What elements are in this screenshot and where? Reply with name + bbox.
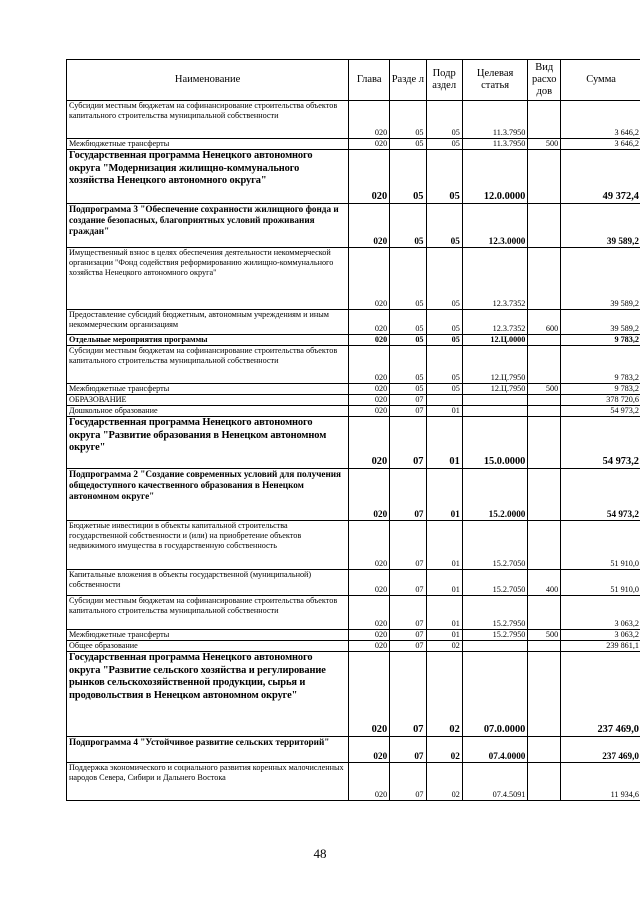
row-name-cell: Бюджетные инвестиции в объекты капитальной строительства государственной собственности и (или) на приобретение объектов недвижимого имущества в государственную собственность [67,521,349,570]
row-razdel-cell: 05 [390,384,426,395]
row-razdel-cell: 05 [390,335,426,346]
row-name-cell: Государственная программа Ненецкого автономного округа "Развитие образования в Ненецком автономном округе" [67,417,349,469]
row-statya-cell: 15.2.7950 [462,596,528,630]
row-vid-cell [528,248,561,310]
row-vid-cell [528,204,561,248]
row-razdel-cell: 05 [390,150,426,204]
row-podrazdel-cell [426,395,462,406]
row-name-cell: Общее образование [67,641,349,652]
row-summa-cell: 49 372,4 [561,150,640,204]
row-summa-cell: 378 720,6 [561,395,640,406]
row-statya-cell: 07.4.5091 [462,763,528,801]
row-podrazdel-cell: 01 [426,469,462,521]
row-podrazdel-cell: 01 [426,630,462,641]
row-name-cell: Отдельные мероприятия программы [67,335,349,346]
table-row [67,150,640,204]
row-razdel-cell: 07 [390,652,426,737]
row-statya-cell: 12.Ц.7950 [462,346,528,384]
header-podrazdel: Подр аздел [426,60,462,101]
row-name-cell: Подпрограмма 4 "Устойчивое развитие сельских территорий" [67,737,349,763]
row-glava-cell: 020 [349,596,390,630]
table-row [67,139,640,150]
row-razdel-cell: 07 [390,641,426,652]
row-razdel-cell: 07 [390,630,426,641]
row-vid-cell [528,101,561,139]
row-razdel-cell: 07 [390,570,426,596]
row-summa-cell: 54 973,2 [561,417,640,469]
row-podrazdel-cell: 05 [426,101,462,139]
row-glava-cell: 020 [349,204,390,248]
row-vid-cell: 500 [528,384,561,395]
header-name: Наименование [67,60,349,101]
row-name-cell: Межбюджетные трансферты [67,384,349,395]
row-vid-cell [528,652,561,737]
row-name-cell: Субсидии местным бюджетам на софинансирование строительства объектов капитального строительства муниципальной собственности [67,101,349,139]
row-podrazdel-cell: 05 [426,139,462,150]
row-statya-cell: 07.0.0000 [462,652,528,737]
row-razdel-cell: 07 [390,417,426,469]
row-name-cell: Предоставление субсидий бюджетным, автономным учреждениям и иным некоммерческим организациям [67,310,349,335]
row-razdel-cell: 05 [390,101,426,139]
row-glava-cell: 020 [349,310,390,335]
row-vid-cell [528,596,561,630]
table-row [67,384,640,395]
row-vid-cell [528,521,561,570]
row-summa-cell: 9 783,2 [561,384,640,395]
row-vid-cell [528,406,561,417]
table-row [67,346,640,384]
row-razdel-cell: 07 [390,596,426,630]
row-podrazdel-cell: 01 [426,417,462,469]
row-podrazdel-cell: 01 [426,406,462,417]
row-summa-cell: 237 469,0 [561,737,640,763]
row-razdel-cell: 07 [390,406,426,417]
row-statya-cell: 12.Ц.0000 [462,335,528,346]
row-razdel-cell: 05 [390,310,426,335]
row-statya-cell: 11.3.7950 [462,101,528,139]
row-glava-cell: 020 [349,150,390,204]
row-summa-cell: 54 973,2 [561,406,640,417]
row-podrazdel-cell: 01 [426,596,462,630]
row-glava-cell: 020 [349,346,390,384]
header-statya: Целевая статья [462,60,528,101]
row-statya-cell: 12.3.7352 [462,248,528,310]
row-vid-cell [528,395,561,406]
header-razdel: Разде л [390,60,426,101]
row-name-cell: Подпрограмма 3 "Обеспечение сохранности жилищного фонда и создание безопасных, благоприятных условий проживания граждан" [67,204,349,248]
row-statya-cell [462,406,528,417]
row-glava-cell: 020 [349,630,390,641]
row-summa-cell: 9 783,2 [561,346,640,384]
table-row [67,204,640,248]
row-glava-cell: 020 [349,335,390,346]
row-razdel-cell: 05 [390,139,426,150]
table-row [67,248,640,310]
row-summa-cell: 51 910,0 [561,521,640,570]
table-row [67,395,640,406]
row-name-cell: Субсидии местным бюджетам на софинансирование строительства объектов капитального строительства муниципальной собственности [67,596,349,630]
row-vid-cell: 500 [528,139,561,150]
row-statya-cell: 15.2.7950 [462,630,528,641]
table-row [67,763,640,801]
row-glava-cell: 020 [349,641,390,652]
row-summa-cell: 39 589,2 [561,204,640,248]
row-glava-cell: 020 [349,395,390,406]
row-vid-cell: 500 [528,630,561,641]
table-row [67,101,640,139]
row-vid-cell [528,737,561,763]
row-podrazdel-cell: 05 [426,150,462,204]
row-podrazdel-cell: 05 [426,204,462,248]
row-vid-cell [528,150,561,204]
row-summa-cell: 54 973,2 [561,469,640,521]
table-row [67,652,640,737]
row-statya-cell: 15.0.0000 [462,417,528,469]
row-podrazdel-cell: 05 [426,346,462,384]
row-name-cell: Имущественный взнос в целях обеспечения деятельности некоммерческой организации "Фонд содействия реформированию жилищно-коммунального хозяйства Ненецкого автономного округа" [67,248,349,310]
table-row [67,335,640,346]
budget-table [66,59,640,801]
table-row [67,570,640,596]
row-name-cell: Субсидии местным бюджетам на софинансирование строительства объектов капитального строительства муниципальной собственности [67,346,349,384]
row-vid-cell: 400 [528,570,561,596]
row-summa-cell: 3 646,2 [561,101,640,139]
row-summa-cell: 237 469,0 [561,652,640,737]
row-podrazdel-cell: 01 [426,521,462,570]
row-summa-cell: 39 589,2 [561,310,640,335]
row-glava-cell: 020 [349,406,390,417]
row-podrazdel-cell: 02 [426,737,462,763]
row-razdel-cell: 07 [390,763,426,801]
row-statya-cell [462,395,528,406]
row-glava-cell: 020 [349,652,390,737]
row-vid-cell [528,335,561,346]
row-razdel-cell: 05 [390,204,426,248]
row-statya-cell: 12.3.7352 [462,310,528,335]
row-podrazdel-cell: 02 [426,641,462,652]
row-name-cell: Подпрограмма 2 "Создание современных условий для получения общедоступного качественного образования в Ненецком автономном округе" [67,469,349,521]
table-row [67,641,640,652]
row-vid-cell [528,641,561,652]
row-razdel-cell: 07 [390,469,426,521]
row-razdel-cell: 05 [390,346,426,384]
row-name-cell: Государственная программа Ненецкого автономного округа "Развитие сельского хозяйства и регулирование рынков сельскохозяйственной продукции, сырья и продовольствия в Ненецком автономном округе" [67,652,349,737]
header-summa: Сумма [561,60,640,101]
row-vid-cell: 600 [528,310,561,335]
header-vid-rashodov: Вид расхо дов [528,60,561,101]
row-summa-cell: 3 063,2 [561,630,640,641]
row-statya-cell: 12.Ц.7950 [462,384,528,395]
row-name-cell: Капитальные вложения в объекты государственной (муниципальной) собственности [67,570,349,596]
table-body [67,101,640,801]
row-summa-cell: 3 646,2 [561,139,640,150]
row-glava-cell: 020 [349,139,390,150]
row-razdel-cell: 07 [390,737,426,763]
row-razdel-cell: 05 [390,248,426,310]
table-row [67,521,640,570]
row-statya-cell: 07.4.0000 [462,737,528,763]
row-glava-cell: 020 [349,248,390,310]
table-row [67,630,640,641]
row-podrazdel-cell: 05 [426,384,462,395]
row-statya-cell: 15.2.7050 [462,521,528,570]
row-glava-cell: 020 [349,521,390,570]
row-summa-cell: 3 063,2 [561,596,640,630]
table-row [67,737,640,763]
row-summa-cell: 39 589,2 [561,248,640,310]
row-razdel-cell: 07 [390,395,426,406]
row-name-cell: Межбюджетные трансферты [67,139,349,150]
table-row [67,596,640,630]
row-name-cell: ОБРАЗОВАНИЕ [67,395,349,406]
row-name-cell: Межбюджетные трансферты [67,630,349,641]
row-vid-cell [528,469,561,521]
row-podrazdel-cell: 02 [426,652,462,737]
table-header-row [67,60,640,101]
table-row [67,469,640,521]
row-razdel-cell: 07 [390,521,426,570]
row-summa-cell: 9 783,2 [561,335,640,346]
row-vid-cell [528,346,561,384]
budget-sheet [66,59,640,801]
table-row [67,310,640,335]
header-glava: Глава [349,60,390,101]
row-statya-cell: 12.0.0000 [462,150,528,204]
row-glava-cell: 020 [349,469,390,521]
row-name-cell: Поддержка экономического и социального развития коренных малочисленных народов Севера, Сибири и Дальнего Востока [67,763,349,801]
row-name-cell: Дошкольное образование [67,406,349,417]
row-summa-cell: 239 861,1 [561,641,640,652]
row-vid-cell [528,763,561,801]
row-glava-cell: 020 [349,417,390,469]
row-podrazdel-cell: 01 [426,570,462,596]
row-statya-cell [462,641,528,652]
row-glava-cell: 020 [349,101,390,139]
row-statya-cell: 15.2.7050 [462,570,528,596]
row-glava-cell: 020 [349,570,390,596]
row-podrazdel-cell: 05 [426,248,462,310]
table-row [67,406,640,417]
row-vid-cell [528,417,561,469]
row-statya-cell: 12.3.0000 [462,204,528,248]
page-number: 48 [313,846,327,861]
row-glava-cell: 020 [349,384,390,395]
row-podrazdel-cell: 05 [426,335,462,346]
row-summa-cell: 51 910,0 [561,570,640,596]
row-podrazdel-cell: 02 [426,763,462,801]
row-statya-cell: 11.3.7950 [462,139,528,150]
row-statya-cell: 15.2.0000 [462,469,528,521]
row-glava-cell: 020 [349,763,390,801]
table-row [67,417,640,469]
row-summa-cell: 11 934,6 [561,763,640,801]
row-glava-cell: 020 [349,737,390,763]
row-name-cell: Государственная программа Ненецкого автономного округа "Модернизация жилищно-коммунального хозяйства Ненецкого автономного округа" [67,150,349,204]
row-podrazdel-cell: 05 [426,310,462,335]
